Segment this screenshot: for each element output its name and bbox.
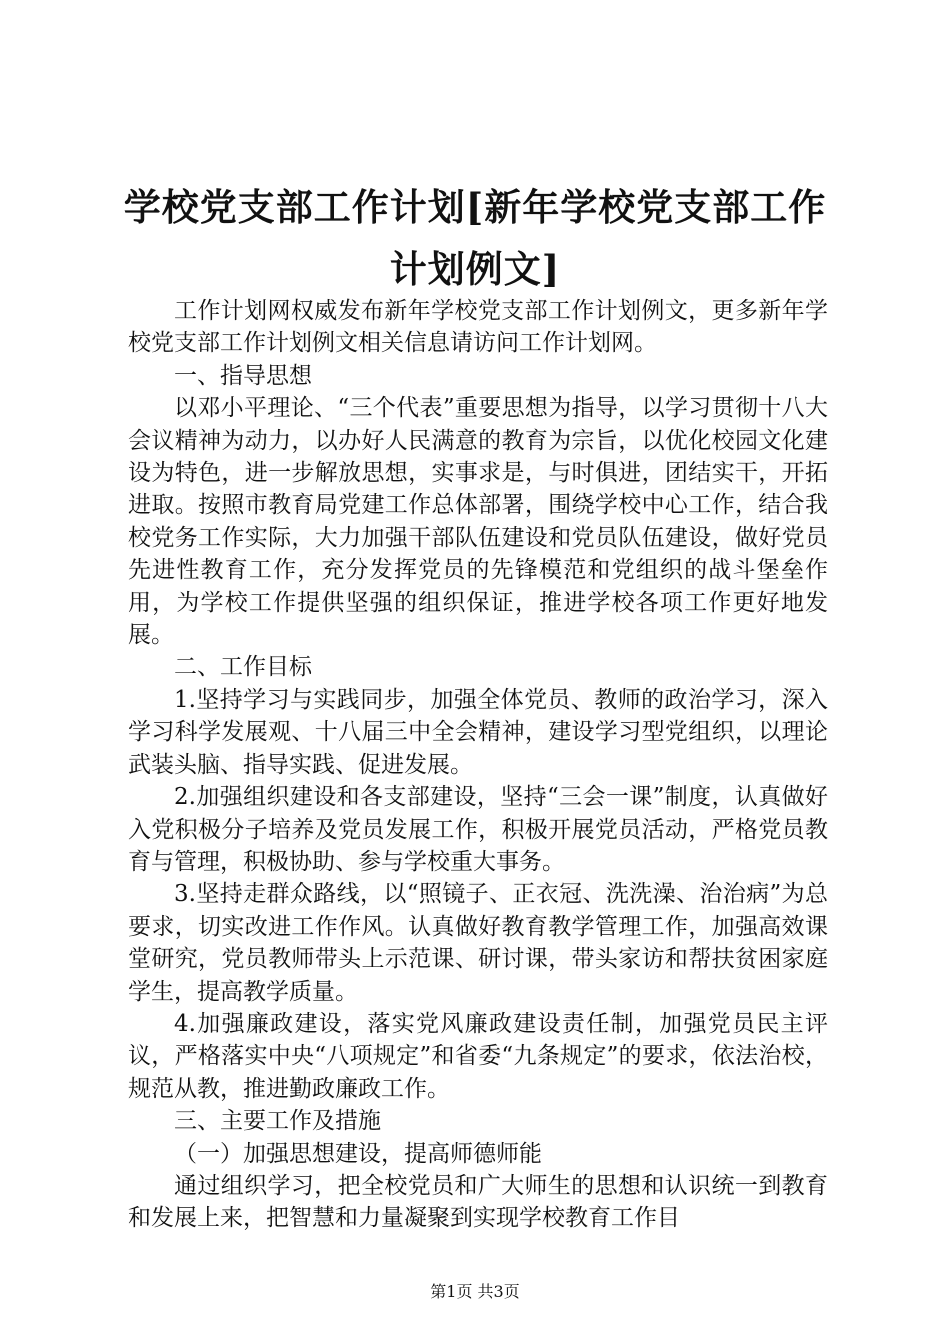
heading-guiding-ideology: 一、指导思想 [174, 362, 312, 389]
paragraph-goal-2: 2.加强组织建设和各支部建设，坚持“三会一课”制度，认真做好入党积极分子培养及党员发展工作，积极开展党员活动，严格党员教育与管理，积极协助、参与学校重大事务。 [128, 784, 828, 875]
page-number-footer: 第1页 共3页 [430, 1282, 520, 1301]
heading-main-work: 三、主要工作及措施 [174, 1108, 381, 1135]
document-title: 学校党支部工作计划[新年学校党支部工作计划例文] [123, 185, 827, 291]
paragraph-guiding-ideology: 以邓小平理论、“三个代表”重要思想为指导，以学习贯彻十八大会议精神为动力，以办好人民满意的教育为宗旨，以优化校园文化建设为特色，进一步解放思想，实事求是，与时俱进，团结实干，开拓进取。按照市教育局党建工作总体部署，围绕学校中心工作，结合我校党务工作实际，大力加强干部队伍建设和党员队伍建设，做好党员先进性教育工作，充分发挥党员的先锋模范和党组织的战斗堡垒作用，为学校工作提供坚强的组织保证，推进学校各项工作更好地发展。 [128, 395, 828, 649]
heading-work-goals: 二、工作目标 [174, 654, 312, 681]
paragraph-ideology-building: 通过组织学习，把全校党员和广大师生的思想和认识统一到教育和发展上来，把智慧和力量凝聚到实现学校教育工作目 [128, 1172, 828, 1232]
document-body [128, 295, 828, 1235]
paragraph-intro: 工作计划网权威发布新年学校党支部工作计划例文，更多新年学校党支部工作计划例文相关信息请访问工作计划网。 [128, 298, 828, 357]
subheading-ideology-building: （一）加强思想建设，提高师德师能 [174, 1140, 542, 1167]
paragraph-goal-4: 4.加强廉政建设，落实党风廉政建设责任制，加强党员民主评议，严格落实中央“八项规定”和省委“九条规定”的要求，依法治校，规范从教，推进勤政廉政工作。 [128, 1010, 828, 1102]
paragraph-goal-3: 3.坚持走群众路线，以“照镜子、正衣冠、洗洗澡、治治病”为总要求，切实改进工作作风。认真做好教育教学管理工作，加强高效课堂研究，党员教师带头上示范课、研讨课，带头家访和帮扶贫困家庭学生，提高教学质量。 [128, 881, 828, 1005]
paragraph-goal-1: 1.坚持学习与实践同步，加强全体党员、教师的政治学习，深入学习科学发展观、十八届三中全会精神，建设学习型党组织，以理论武装头脑、指导实践、促进发展。 [128, 686, 828, 778]
